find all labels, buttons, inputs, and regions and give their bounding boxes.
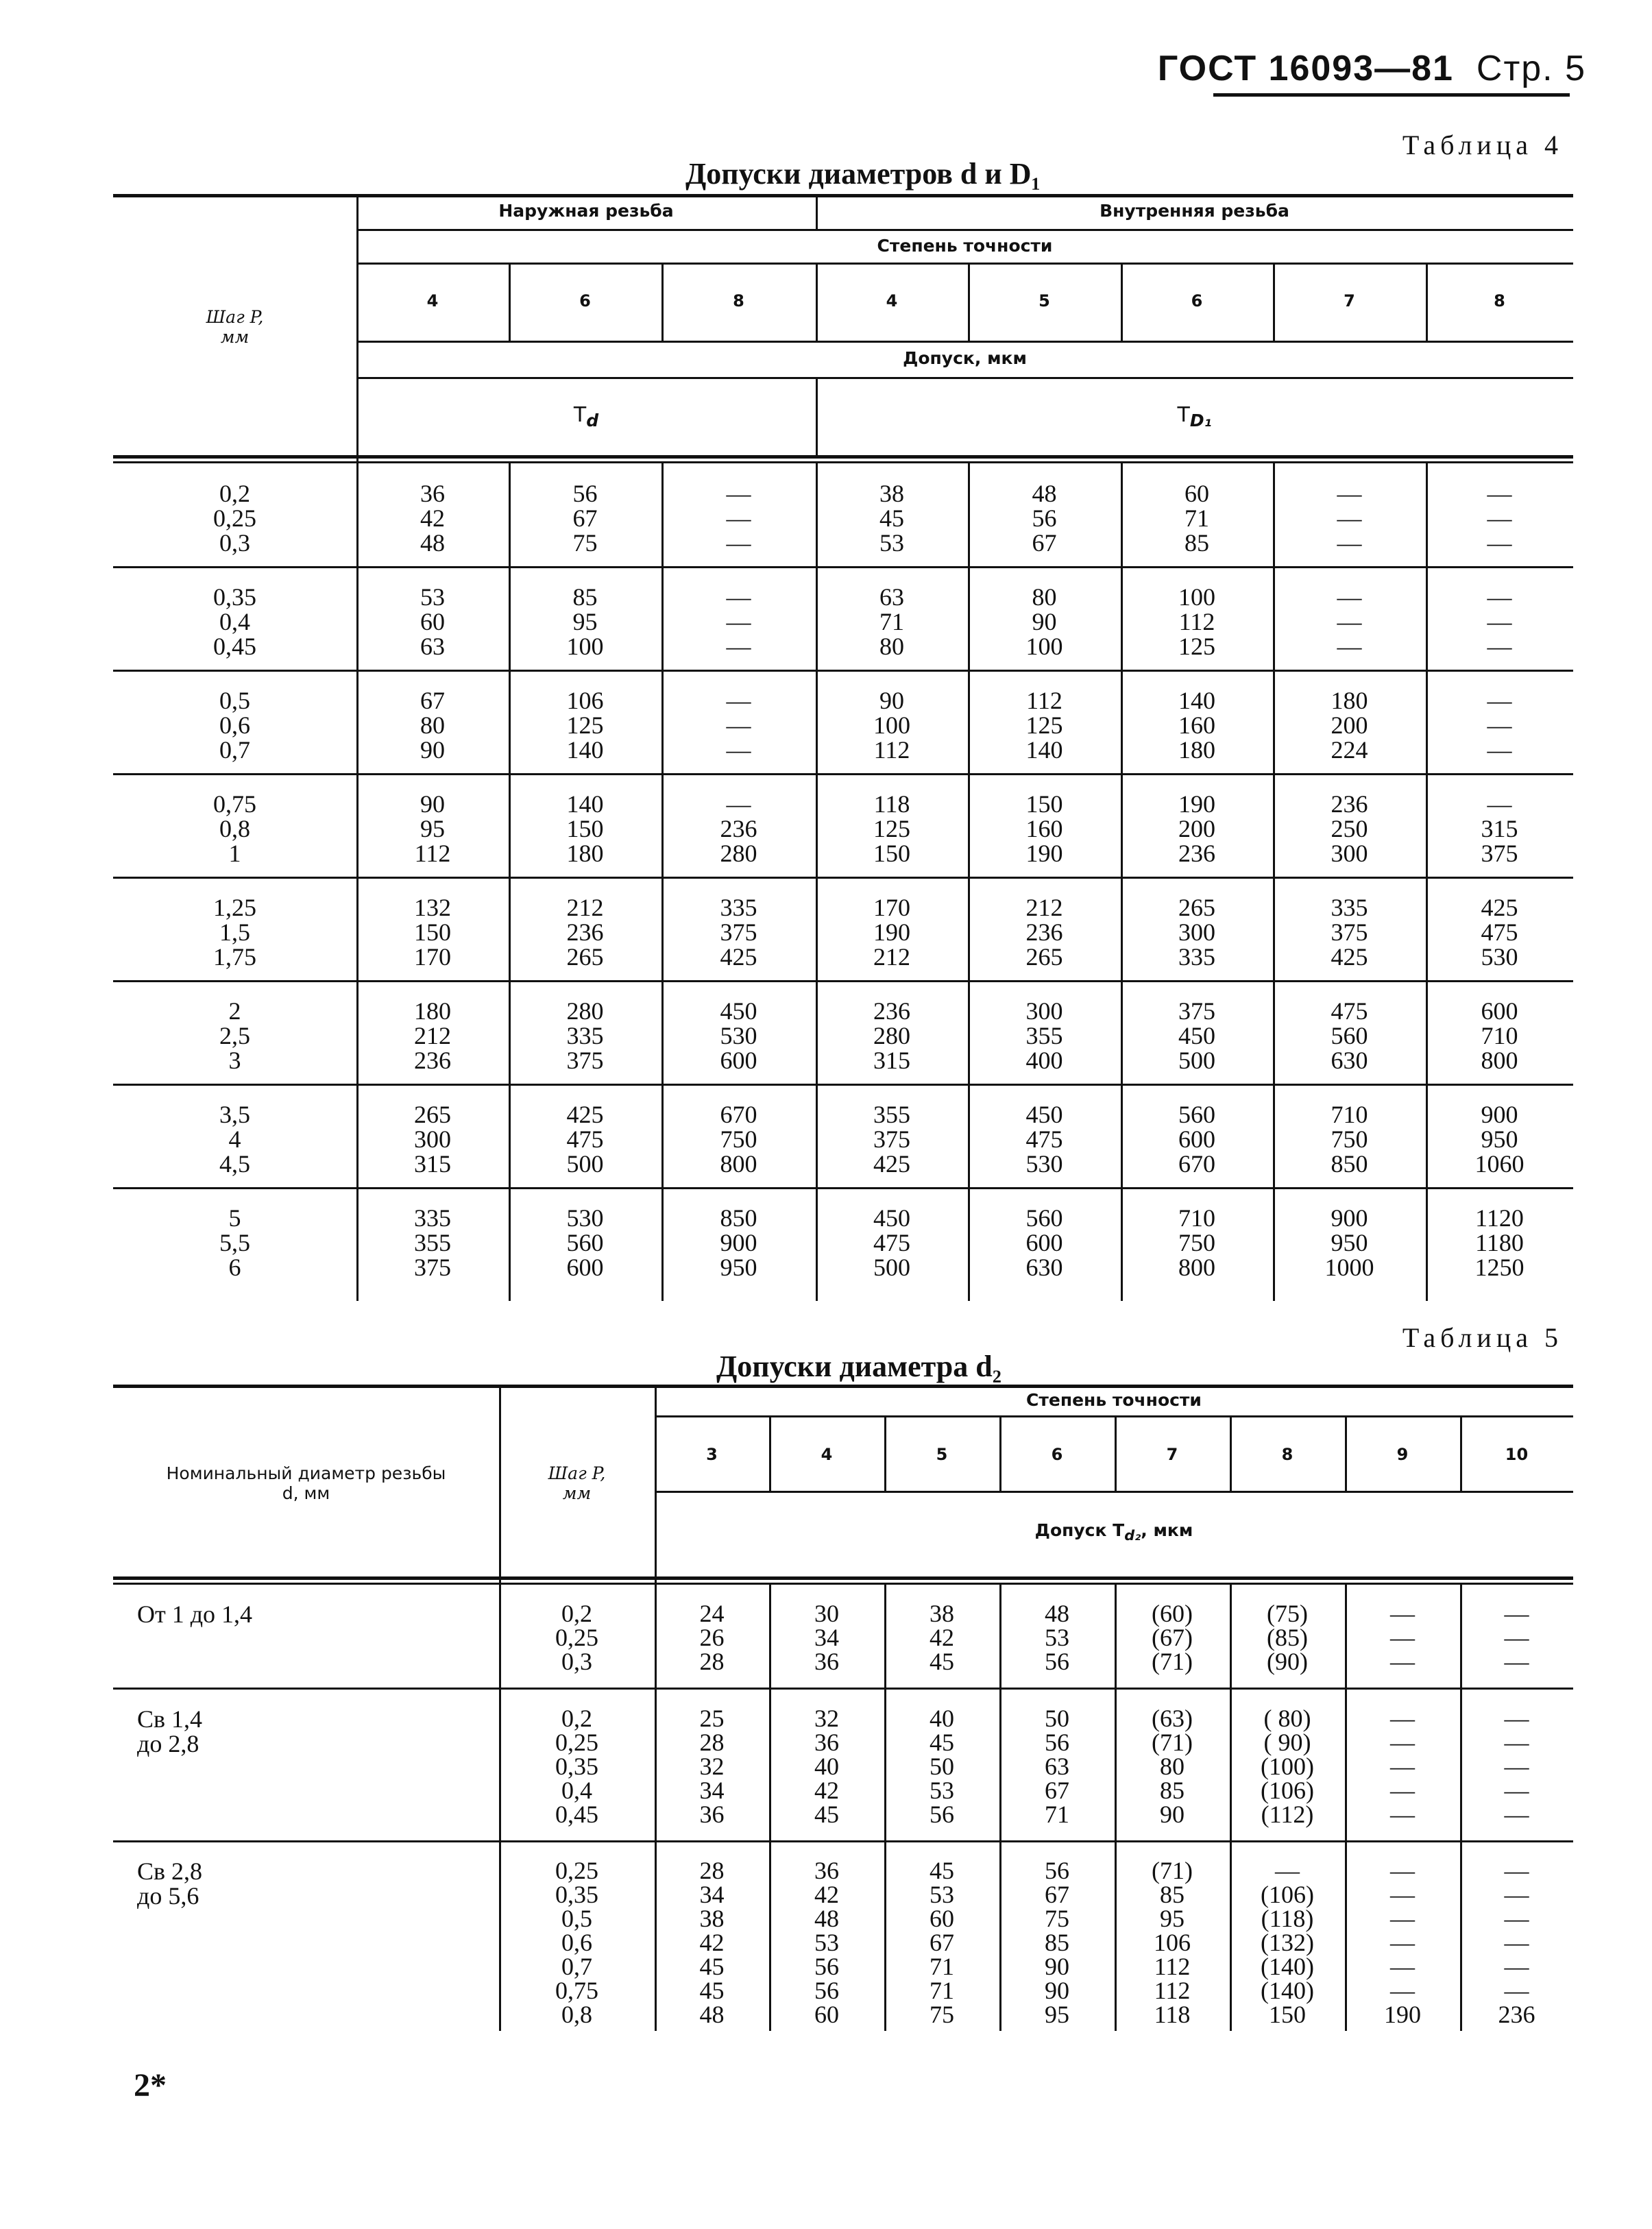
tolerance-cell: 60 71 85 [1185, 480, 1209, 557]
grade-label: 4 [821, 1445, 833, 1464]
tolerance-cell: — 236 280 [720, 790, 757, 867]
table5-header-rule [113, 1583, 1573, 1585]
symbol-T: T [573, 403, 587, 427]
tolerance-cell: (75) (85) (90) [1267, 1600, 1308, 1675]
grade-label: 4 [426, 291, 439, 310]
tolerance-cell: 80 90 100 [1025, 583, 1063, 660]
pitch-cell: 1,25 1,5 1,75 [213, 894, 256, 971]
tolerance-cell: 38 42 45 [930, 1600, 954, 1675]
standard-number: ГОСТ 16093—81 [1157, 49, 1454, 88]
tolerance-cell: 50 56 63 67 71 [1045, 1705, 1069, 1828]
tolerance-cell: — — — [1487, 687, 1512, 764]
page-header [1158, 48, 1586, 89]
tolerance-cell: 53 60 63 [420, 583, 445, 660]
tolerance-cell: 265 300 335 [1178, 894, 1215, 971]
pitch-cell: 0,35 0,4 0,45 [213, 583, 256, 660]
table4-rule [356, 377, 1573, 379]
tolerance-cell: 180 200 224 [1331, 687, 1368, 764]
tolerance-cell: 710 750 850 [1331, 1101, 1368, 1178]
tolerance-cell: 265 300 315 [414, 1101, 451, 1178]
tolerance-cell: — — — — — [1390, 1705, 1415, 1828]
symbol-subscript: D₁ [1189, 411, 1212, 430]
tolerance-cell: 212 236 265 [1025, 894, 1063, 971]
pitch-cell: 2 2,5 3 [219, 997, 250, 1074]
tolerance-cell: 132 150 170 [414, 894, 451, 971]
pitch-cell: 0,5 0,6 0,7 [219, 687, 250, 764]
step-header: Шаг P, мм [206, 307, 264, 347]
tolerance-cell: — — — [1487, 480, 1512, 557]
page-label: Стр. 5 [1476, 49, 1586, 88]
tolerance-cell: 90 100 112 [873, 687, 910, 764]
table4-rule [356, 263, 1573, 265]
tolerance-cell: 140 160 180 [1178, 687, 1215, 764]
tolerance-cell: 45 53 60 67 71 71 75 [930, 1857, 954, 2028]
tolerance-cell: 40 45 50 53 56 [930, 1705, 954, 1828]
tolerance-cell: 425 475 530 [1481, 894, 1518, 971]
tolerance-symbol-outer [356, 403, 816, 430]
tolerance-cell: — — — [726, 480, 751, 557]
group-rule [113, 1688, 1573, 1690]
tolerance-cell: 212 236 265 [566, 894, 604, 971]
grade-label: 6 [1051, 1445, 1063, 1464]
grade-label: 8 [733, 291, 744, 310]
tolerance-cell: 150 160 190 [1025, 790, 1063, 867]
tolerance-cell: 36 42 48 53 56 56 60 [814, 1857, 839, 2028]
tolerance-cell: 48 56 67 [1032, 480, 1057, 557]
tolerance-cell: 425 475 500 [566, 1101, 604, 1178]
tolerance-cell: 170 190 212 [873, 894, 910, 971]
table4-rule [356, 341, 1573, 343]
tolerance-cell: 560 600 670 [1178, 1101, 1215, 1178]
tolerance-cell: 335 355 375 [414, 1204, 451, 1281]
tolerance-cell: 900 950 1000 [1324, 1204, 1374, 1281]
tolerance-cell: 450 475 500 [873, 1204, 910, 1281]
page-number: 2* [134, 2067, 167, 2104]
tolerance-cell: 90 95 112 [414, 790, 451, 867]
tolerance-suffix: , мкм [1141, 1520, 1193, 1540]
table4-top-rule [113, 194, 1573, 197]
tolerance-cell: 300 355 400 [1025, 997, 1063, 1074]
grade-label: 7 [1344, 291, 1355, 310]
grade-label: 6 [579, 291, 591, 310]
table5-rule [655, 1491, 1573, 1493]
accuracy-header: Степень точности [877, 236, 1053, 256]
tolerance-cell: 56 67 75 [572, 480, 598, 557]
grade-label: 8 [1281, 1445, 1293, 1464]
tolerance-cell: 280 335 375 [566, 997, 604, 1074]
tolerance-cell: — — — — — — 190 [1384, 1857, 1421, 2028]
tolerance-cell: — — — [1337, 583, 1362, 660]
tolerance-cell: 36 42 48 [420, 480, 445, 557]
tolerance-cell: (71) 85 95 106 112 112 118 [1152, 1857, 1193, 2028]
tolerance-cell: 25 28 32 34 36 [699, 1705, 725, 1828]
tolerance-header: Допуск, мкм [903, 348, 1027, 368]
pitch-cell: 0,75 0,8 1 [213, 790, 256, 867]
grade-label: 7 [1166, 1445, 1178, 1464]
tolerance-cell: 236 280 315 [873, 997, 910, 1074]
header-rule [1213, 93, 1570, 97]
tolerance-cell: 600 710 800 [1481, 997, 1518, 1074]
table4-rule [356, 229, 1573, 231]
diameter-cell: От 1 до 1,4 [137, 1600, 253, 1628]
group-rule [113, 773, 1573, 775]
tolerance-cell: — 315 375 [1481, 790, 1518, 867]
tolerance-cell: — — — [1390, 1600, 1415, 1675]
grade-label: 5 [936, 1445, 948, 1464]
tolerance-header [655, 1520, 1573, 1544]
tolerance-cell: 335 375 425 [720, 894, 757, 971]
tolerance-cell: 450 475 530 [1025, 1101, 1063, 1178]
group-rule [113, 1187, 1573, 1189]
inner-thread-header: Внутренняя резьба [1100, 201, 1289, 221]
tolerance-cell: — — — — — — 236 [1498, 1857, 1535, 2028]
nominal-diameter-header: Номинальный диаметр резьбы d, мм [166, 1463, 446, 1503]
tolerance-cell: — — — — — [1504, 1705, 1529, 1828]
tolerance-cell: — (106) (118) (132) (140) (140) 150 [1261, 1857, 1314, 2028]
tolerance-cell: — — — [726, 687, 751, 764]
tolerance-cell: 56 67 75 85 90 90 95 [1045, 1857, 1069, 2028]
tolerance-cell: 335 375 425 [1331, 894, 1368, 971]
tolerance-cell: (63) (71) 80 85 90 [1152, 1705, 1193, 1828]
pitch-cell: 0,2 0,25 0,35 0,4 0,45 [555, 1705, 598, 1828]
grade-label: 8 [1494, 291, 1505, 310]
tolerance-cell: — — — [1337, 480, 1362, 557]
diameter-cell: Св 2,8 до 5,6 [137, 1858, 203, 1910]
tolerance-cell: — — — [1504, 1600, 1529, 1675]
tolerance-cell: 560 600 630 [1025, 1204, 1063, 1281]
group-rule [113, 980, 1573, 982]
tolerance-cell: 375 450 500 [1178, 997, 1215, 1074]
tolerance-cell: 190 200 236 [1178, 790, 1215, 867]
tolerance-cell: 100 112 125 [1178, 583, 1215, 660]
tolerance-cell: 24 26 28 [699, 1600, 725, 1675]
group-rule [113, 877, 1573, 879]
tolerance-cell: ( 80) ( 90) (100) (106) (112) [1261, 1705, 1314, 1828]
tolerance-cell: 850 900 950 [720, 1204, 757, 1281]
table4-label: Таблица 4 [1402, 130, 1563, 160]
grade-label: 3 [706, 1445, 718, 1464]
table4-title: Допуски диаметров d и D₁ [685, 157, 1041, 191]
diameter-cell: Св 1,4 до 2,8 [137, 1705, 203, 1757]
tolerance-cell: 475 560 630 [1331, 997, 1368, 1074]
tolerance-cell: 236 250 300 [1331, 790, 1368, 867]
tolerance-cell: 106 125 140 [566, 687, 604, 764]
grade-label: 10 [1505, 1445, 1529, 1464]
tolerance-symbol-inner [816, 403, 1573, 430]
tolerance-subscript: d₂ [1124, 1527, 1141, 1544]
tolerance-cell: 30 34 36 [814, 1600, 839, 1675]
tolerance-cell: (60) (67) (71) [1152, 1600, 1193, 1675]
group-rule [113, 1084, 1573, 1086]
tolerance-cell: 180 212 236 [414, 997, 451, 1074]
tolerance-cell: 67 80 90 [420, 687, 445, 764]
pitch-cell: 0,2 0,25 0,3 [555, 1600, 598, 1675]
accuracy-header: Степень точности [1026, 1390, 1202, 1410]
tolerance-prefix: Допуск T [1034, 1520, 1125, 1540]
grade-label: 9 [1396, 1445, 1409, 1464]
group-rule [113, 1840, 1573, 1842]
table5-rule [655, 1415, 1573, 1417]
tolerance-cell: 450 530 600 [720, 997, 757, 1074]
grade-label: 6 [1191, 291, 1203, 310]
group-rule [113, 566, 1573, 568]
pitch-cell: 0,2 0,25 0,3 [213, 480, 256, 557]
table5-top-rule [113, 1385, 1573, 1388]
table5-header-rule [113, 1576, 1573, 1580]
tolerance-cell: — — — [726, 583, 751, 660]
tolerance-cell: 28 34 38 42 45 45 48 [699, 1857, 725, 2028]
tolerance-cell: 112 125 140 [1025, 687, 1063, 764]
tolerance-cell: 530 560 600 [566, 1204, 604, 1281]
tolerance-cell: 63 71 80 [879, 583, 904, 660]
tolerance-cell: 355 375 425 [873, 1101, 910, 1178]
tolerance-cell: 85 95 100 [566, 583, 604, 660]
tolerance-cell: 48 53 56 [1045, 1600, 1069, 1675]
tolerance-cell: 710 750 800 [1178, 1204, 1215, 1281]
tolerance-cell: 140 150 180 [566, 790, 604, 867]
table4-header-rule [113, 461, 1573, 463]
grade-label: 4 [886, 291, 898, 310]
table4-header-rule [113, 455, 1573, 459]
group-rule [113, 670, 1573, 672]
step-header: Шаг P, мм [548, 1463, 606, 1503]
grade-label: 5 [1038, 291, 1050, 310]
pitch-cell: 0,25 0,35 0,5 0,6 0,7 0,75 0,8 [555, 1857, 598, 2028]
tolerance-cell: 32 36 40 42 45 [814, 1705, 839, 1828]
tolerance-cell: 900 950 1060 [1474, 1101, 1525, 1178]
outer-thread-header: Наружная резьба [498, 201, 674, 221]
tolerance-cell: 1120 1180 1250 [1474, 1204, 1525, 1281]
table5-title: Допуски диаметра d₂ [716, 1350, 1001, 1383]
symbol-T: T [1177, 403, 1190, 427]
tolerance-cell: 670 750 800 [720, 1101, 757, 1178]
tolerance-cell: 38 45 53 [879, 480, 904, 557]
symbol-subscript: d [586, 411, 599, 430]
tolerance-cell: — — — [1487, 583, 1512, 660]
table5-label: Таблица 5 [1402, 1322, 1563, 1353]
tolerance-cell: 118 125 150 [873, 790, 910, 867]
pitch-cell: 3,5 4 4,5 [219, 1101, 250, 1178]
pitch-cell: 5 5,5 6 [219, 1204, 250, 1281]
